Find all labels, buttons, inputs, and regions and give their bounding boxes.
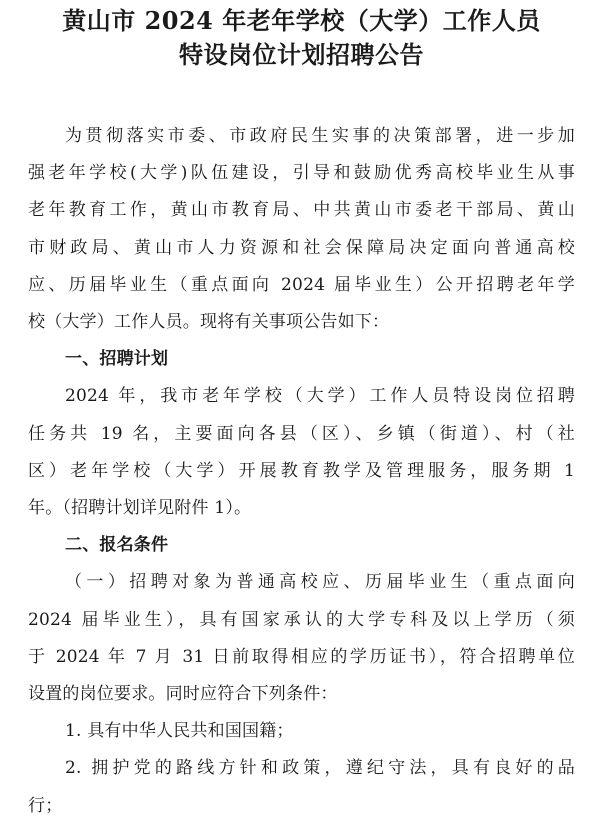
text-line: 应、历届毕业生（重点面向 2024 届毕业生）公开招聘老年学	[28, 274, 575, 295]
condition-item-1: 1. 具有中华人民共和国国籍；	[65, 721, 294, 742]
text-line: 强老年学校(大学)队伍建设，引导和鼓励优秀高校毕业生从事	[28, 163, 575, 184]
text-line: 年。（招聘计划详见附件 1）。	[28, 498, 252, 519]
condition-item-2	[28, 750, 575, 824]
text-line: 任务共 19 名，主要面向各县（区）、乡镇（街道）、村（社	[28, 423, 575, 444]
intro-paragraph	[28, 118, 575, 341]
eligibility-paragraph	[28, 564, 575, 713]
title-line-2: 特设岗位计划招聘公告	[179, 40, 424, 69]
text-line: 行；	[28, 795, 63, 816]
recruitment-plan-paragraph	[28, 378, 575, 527]
text-line: 2. 拥护党的路线方针和政策，遵纪守法，具有良好的品	[65, 758, 575, 779]
text-line: 老年教育工作，黄山市教育局、中共黄山市委老干部局、黄山	[28, 200, 575, 221]
page-title	[28, 4, 575, 72]
text-line: 2024 年，我市老年学校（大学）工作人员特设岗位招聘	[65, 386, 575, 407]
section-heading-recruitment-plan: 一、招聘计划	[65, 349, 169, 370]
text-line: 2024 届毕业生），具有国家承认的大学专科及以上学历（须	[28, 609, 575, 630]
text-line: 设置的岗位要求。同时应符合下列条件：	[28, 684, 338, 705]
text-line: 校（大学）工作人员。现将有关事项公告如下：	[28, 312, 390, 333]
text-line: 区）老年学校（大学）开展教育教学及管理服务，服务期 1	[28, 460, 575, 481]
title-spacer	[28, 72, 575, 118]
text-line: 于 2024 年 7 月 31 日前取得相应的学历证书），符合招聘单位	[28, 646, 575, 667]
title-line-1: 黄山市 2024 年老年学校（大学）工作人员	[62, 6, 541, 35]
text-line: 为贯彻落实市委、市政府民生实事的决策部署，进一步加	[65, 126, 575, 146]
section-heading-eligibility: 二、报名条件	[65, 535, 169, 556]
text-line: 市财政局、黄山市人力资源和社会保障局决定面向普通高校	[28, 237, 575, 258]
text-line: （一）招聘对象为普通高校应、历届毕业生（重点面向	[65, 572, 575, 593]
